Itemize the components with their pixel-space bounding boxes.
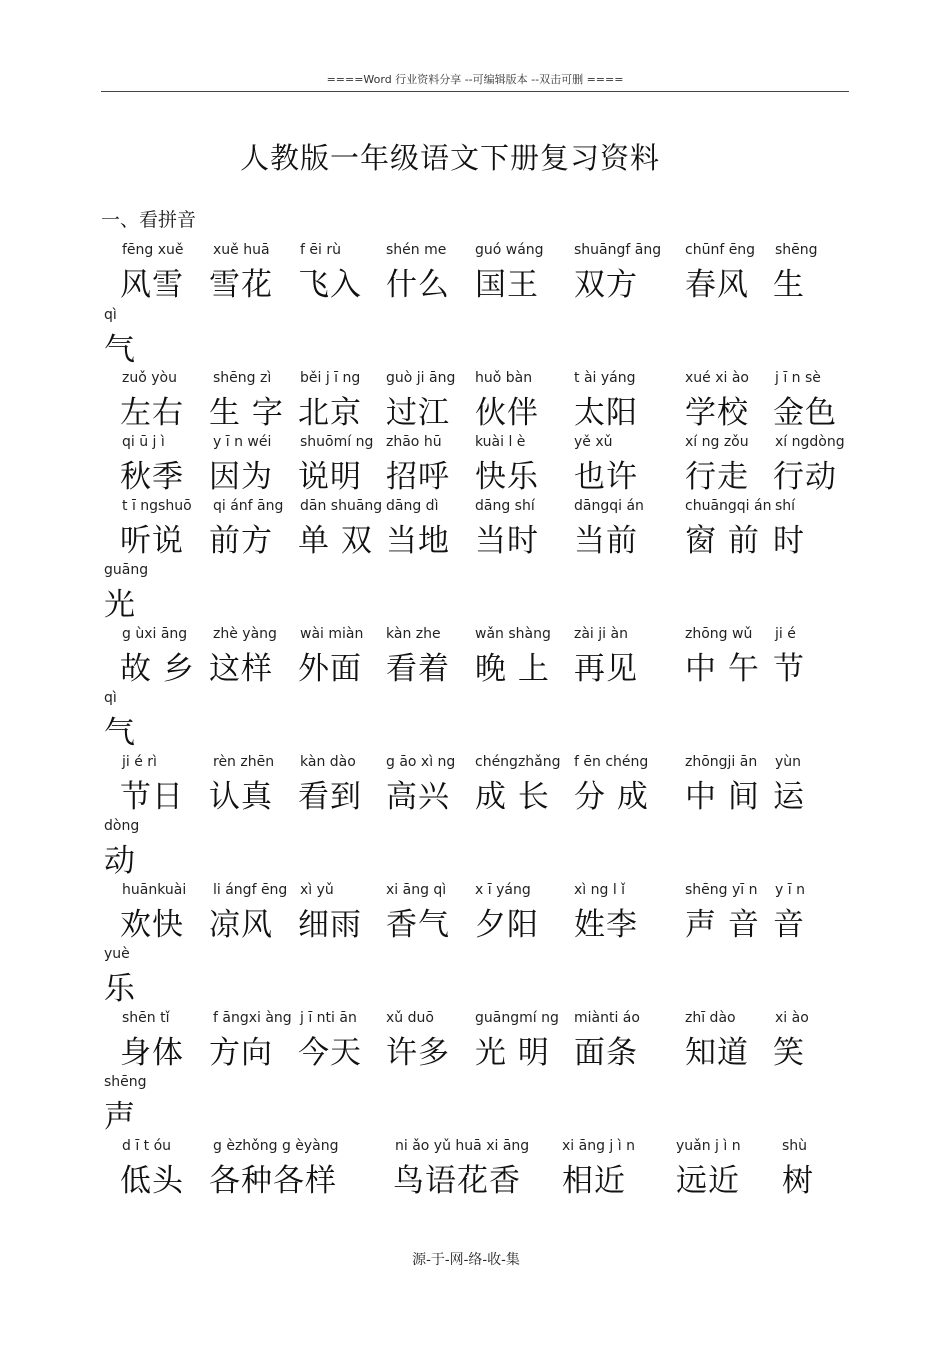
pinyin-text: xué xi ào (685, 370, 749, 386)
pinyin-text: y ī n wéi (213, 434, 272, 450)
hanzi-word: 姓李 (574, 907, 638, 943)
hanzi-word: 当地 (386, 523, 450, 559)
hanzi-word: 左右 (120, 395, 184, 431)
pinyin-text: qì (104, 690, 117, 706)
pinyin-text: shēng (104, 1074, 147, 1090)
hanzi-word: 看着 (386, 651, 450, 687)
hanzi-word: 声 (104, 1099, 136, 1135)
header-divider (101, 91, 849, 92)
pinyin-text: qì (104, 307, 117, 323)
hanzi-word: 节 (773, 651, 805, 687)
pinyin-text: xi āng qì (386, 882, 447, 898)
pinyin-text: zhī dào (685, 1010, 736, 1026)
hanzi-word: 国王 (475, 267, 539, 303)
pinyin-text: x ī yáng (475, 882, 531, 898)
hanzi-word: 生 (773, 267, 805, 303)
hanzi-word: 今天 (298, 1035, 362, 1071)
pinyin-text: zhōng wǔ (685, 626, 753, 642)
hanzi-word: 认真 (209, 779, 273, 815)
pinyin-text: shēn tǐ (122, 1010, 170, 1026)
pinyin-text: zhōngji ān (685, 754, 758, 770)
document-header: ====Word 行业资料分享 --可编辑版本 --双击可删 ==== (326, 73, 624, 86)
pinyin-text: shén me (386, 242, 447, 258)
pinyin-text: li ángf ēng (213, 882, 288, 898)
pinyin-text: g èzhǒng g èyàng (213, 1138, 339, 1154)
pinyin-text: miànti áo (574, 1010, 640, 1026)
hanzi-word: 光 (104, 587, 136, 623)
pinyin-text: chuāngqi án (685, 498, 772, 514)
pinyin-text: g ùxi āng (122, 626, 188, 642)
pinyin-text: zuǒ yòu (122, 370, 177, 386)
pinyin-text: yě xǔ (574, 434, 613, 450)
pinyin-text: ji é (775, 626, 796, 642)
hanzi-word: 树 (782, 1163, 814, 1199)
pinyin-text: guò ji āng (386, 370, 456, 386)
pinyin-text: huānkuài (122, 882, 187, 898)
hanzi-word: 香气 (386, 907, 450, 943)
pinyin-text: g āo xì ng (386, 754, 456, 770)
hanzi-word: 北京 (298, 395, 362, 431)
pinyin-text: fēng xuě (122, 242, 184, 258)
hanzi-word: 中 午 (685, 651, 760, 687)
pinyin-text: chūnf ēng (685, 242, 756, 258)
hanzi-word: 窗 前 (685, 523, 760, 559)
hanzi-word: 过江 (386, 395, 450, 431)
pinyin-text: guāngmí ng (475, 1010, 559, 1026)
hanzi-word: 秋季 (120, 459, 184, 495)
hanzi-word: 细雨 (298, 907, 362, 943)
hanzi-word: 动 (104, 843, 136, 879)
hanzi-word: 金色 (773, 395, 837, 431)
hanzi-word: 伙伴 (475, 395, 539, 431)
hanzi-word: 听说 (120, 523, 184, 559)
hanzi-word: 故 乡 (120, 651, 195, 687)
hanzi-word: 各种各样 (209, 1163, 337, 1199)
hanzi-word: 笑 (773, 1035, 805, 1071)
hanzi-word: 凉风 (209, 907, 273, 943)
pinyin-text: dān shuāng (300, 498, 383, 514)
hanzi-word: 面条 (574, 1035, 638, 1071)
pinyin-text: t ài yáng (574, 370, 636, 386)
pinyin-text: qi ū j ì (122, 434, 165, 450)
hanzi-word: 看到 (298, 779, 362, 815)
pinyin-text: shēng zì (213, 370, 272, 386)
pinyin-text: zhè yàng (213, 626, 277, 642)
pinyin-text: kuài l è (475, 434, 526, 450)
hanzi-word: 双方 (574, 267, 638, 303)
pinyin-text: xi ào (775, 1010, 809, 1026)
hanzi-word: 行走 (685, 459, 749, 495)
hanzi-word: 节日 (120, 779, 184, 815)
pinyin-text: yuè (104, 946, 130, 962)
pinyin-text: f ēn chéng (574, 754, 649, 770)
pinyin-text: guāng (104, 562, 149, 578)
pinyin-text: xi āng j ì n (562, 1138, 635, 1154)
hanzi-word: 也许 (574, 459, 638, 495)
hanzi-word: 学校 (685, 395, 749, 431)
hanzi-word: 快乐 (475, 459, 539, 495)
pinyin-text: xì yǔ (300, 882, 334, 898)
pinyin-text: rèn zhēn (213, 754, 275, 770)
hanzi-word: 招呼 (386, 459, 450, 495)
hanzi-word: 前方 (209, 523, 273, 559)
pinyin-text: shēng yī n (685, 882, 758, 898)
hanzi-word: 身体 (120, 1035, 184, 1071)
pinyin-text: shēng (775, 242, 818, 258)
pinyin-text: shí (775, 498, 796, 514)
hanzi-word: 气 (104, 332, 136, 368)
pinyin-text: xǔ duō (386, 1010, 434, 1026)
pinyin-text: wài miàn (300, 626, 364, 642)
hanzi-word: 外面 (298, 651, 362, 687)
pinyin-text: xì ng l ǐ (574, 882, 626, 898)
pinyin-text: dòng (104, 818, 140, 834)
hanzi-word: 太阳 (574, 395, 638, 431)
hanzi-word: 风雪 (120, 267, 184, 303)
hanzi-word: 低头 (120, 1163, 184, 1199)
footer-note: 源-于-网-络-收-集 (412, 1252, 520, 1268)
hanzi-word: 声 音 (685, 907, 760, 943)
pinyin-text: yùn (775, 754, 802, 770)
pinyin-text: t ī ngshuō (122, 498, 192, 514)
pinyin-text: zhāo hū (386, 434, 442, 450)
hanzi-word: 什么 (386, 267, 450, 303)
hanzi-word: 许多 (386, 1035, 450, 1071)
pinyin-text: kàn dào (300, 754, 356, 770)
hanzi-word: 成 长 (475, 779, 550, 815)
pinyin-text: ji é rì (122, 754, 157, 770)
pinyin-text: shuōmí ng (300, 434, 374, 450)
pinyin-text: yuǎn j ì n (676, 1138, 741, 1154)
hanzi-word: 知道 (685, 1035, 749, 1071)
pinyin-text: xí ngdòng (775, 434, 845, 450)
hanzi-word: 鸟语花香 (393, 1163, 521, 1199)
hanzi-word: 中 间 (685, 779, 760, 815)
hanzi-word: 生 字 (209, 395, 284, 431)
pinyin-text: j ī nti ān (300, 1010, 357, 1026)
pinyin-text: qi ánf āng (213, 498, 284, 514)
hanzi-word: 方向 (209, 1035, 273, 1071)
hanzi-word: 说明 (298, 459, 362, 495)
hanzi-word: 分 成 (574, 779, 649, 815)
hanzi-word: 单 双 (298, 523, 373, 559)
pinyin-text: y ī n (775, 882, 805, 898)
pinyin-text: kàn zhe (386, 626, 441, 642)
hanzi-word: 时 (773, 523, 805, 559)
pinyin-text: j ī n sè (775, 370, 821, 386)
hanzi-word: 高兴 (386, 779, 450, 815)
pinyin-text: xuě huā (213, 242, 270, 258)
hanzi-word: 欢快 (120, 907, 184, 943)
page-title: 人教版一年级语文下册复习资料 (239, 141, 660, 175)
hanzi-word: 再见 (574, 651, 638, 687)
hanzi-word: 春风 (685, 267, 749, 303)
pinyin-text: dāng dì (386, 498, 439, 514)
hanzi-word: 远近 (676, 1163, 740, 1199)
hanzi-word: 飞入 (298, 267, 362, 303)
hanzi-word: 这样 (209, 651, 273, 687)
hanzi-word: 运 (773, 779, 805, 815)
pinyin-text: chéngzhǎng (475, 754, 561, 770)
hanzi-word: 当前 (574, 523, 638, 559)
pinyin-text: huǒ bàn (475, 370, 533, 386)
hanzi-word: 光 明 (475, 1035, 550, 1071)
section-label: 一、看拼音 (101, 209, 197, 231)
pinyin-text: běi j ī ng (300, 370, 361, 386)
hanzi-word: 雪花 (209, 267, 273, 303)
hanzi-word: 晚 上 (475, 651, 550, 687)
pinyin-text: xí ng zǒu (685, 434, 749, 450)
hanzi-word: 夕阳 (475, 907, 539, 943)
hanzi-word: 因为 (209, 459, 273, 495)
hanzi-word: 音 (773, 907, 805, 943)
hanzi-word: 气 (104, 715, 136, 751)
hanzi-word: 乐 (104, 971, 136, 1007)
pinyin-text: f āngxi àng (213, 1010, 292, 1026)
pinyin-text: dāngqi án (574, 498, 644, 514)
pinyin-text: shù (782, 1138, 808, 1154)
pinyin-text: guó wáng (475, 242, 544, 258)
pinyin-text: wǎn shàng (475, 626, 551, 642)
pinyin-text: zài ji àn (574, 626, 628, 642)
hanzi-word: 行动 (773, 459, 837, 495)
hanzi-word: 当时 (475, 523, 539, 559)
pinyin-text: f ēi rù (300, 242, 341, 258)
pinyin-text: ni ǎo yǔ huā xi āng (395, 1138, 530, 1154)
pinyin-text: d ī t óu (122, 1138, 172, 1154)
hanzi-word: 相近 (562, 1163, 626, 1199)
pinyin-text: shuāngf āng (574, 242, 662, 258)
pinyin-text: dāng shí (475, 498, 535, 514)
